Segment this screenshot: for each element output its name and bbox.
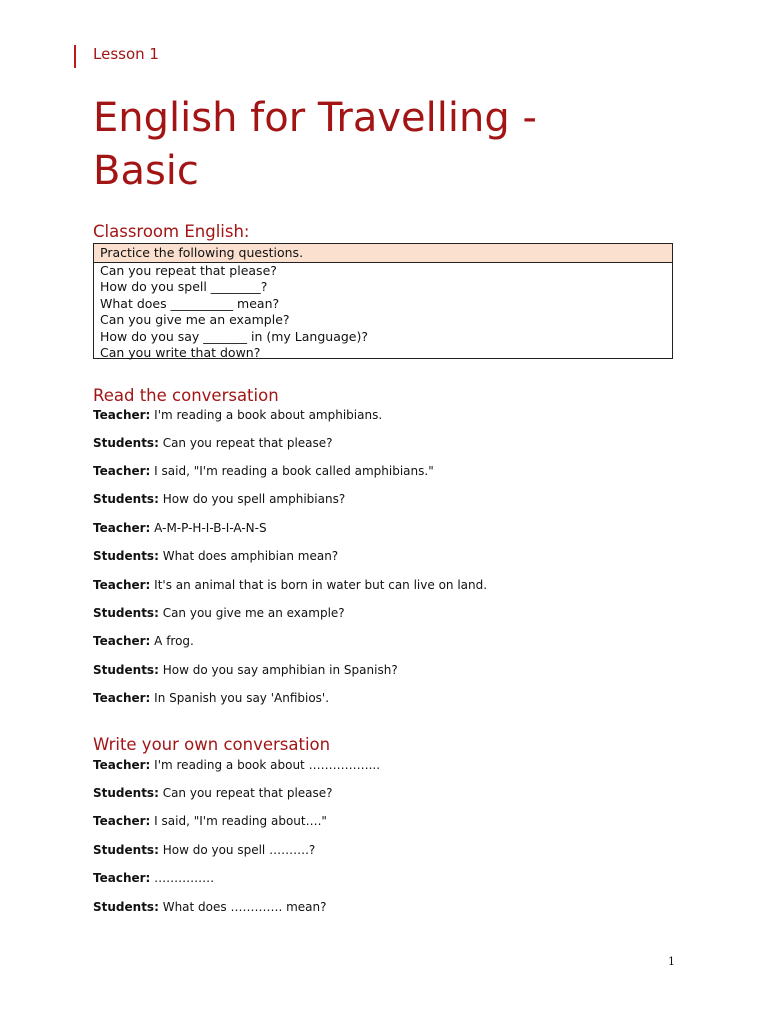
speaker-label: Teacher: bbox=[93, 578, 151, 592]
conversation-line bbox=[93, 408, 382, 422]
questions-box bbox=[93, 243, 673, 359]
line-text: A frog. bbox=[154, 634, 194, 648]
speaker-label: Teacher: bbox=[93, 691, 151, 705]
page-title: English for Travelling - Basic bbox=[93, 95, 537, 194]
conversation-line bbox=[93, 758, 380, 772]
question-item: How do you say _______ in (my Language)? bbox=[100, 328, 368, 344]
speaker-label: Students: bbox=[93, 900, 159, 914]
speaker-label: Teacher: bbox=[93, 521, 151, 535]
speaker-label: Teacher: bbox=[93, 871, 151, 885]
conversation-line bbox=[93, 786, 333, 800]
conversation-line bbox=[93, 492, 345, 506]
conversation-line bbox=[93, 606, 345, 620]
speaker-label: Students: bbox=[93, 786, 159, 800]
line-text: In Spanish you say 'Anfibios'. bbox=[154, 691, 330, 705]
conversation-line bbox=[93, 464, 434, 478]
line-text: It's an animal that is born in water but can live on land. bbox=[154, 578, 488, 592]
line-text: How do you spell amphibians? bbox=[162, 492, 346, 506]
conversation-line bbox=[93, 578, 487, 592]
conversation-line bbox=[93, 691, 329, 705]
questions-box-header: Practice the following questions. bbox=[94, 244, 672, 263]
conversation-line bbox=[93, 634, 194, 648]
lesson-marker-bar bbox=[74, 45, 76, 68]
speaker-label: Teacher: bbox=[93, 814, 151, 828]
line-text: I said, "I'm reading about…." bbox=[154, 814, 327, 828]
conversation-line bbox=[93, 843, 315, 857]
conversation-line bbox=[93, 436, 333, 450]
speaker-label: Students: bbox=[93, 492, 159, 506]
classroom-heading: Classroom English: bbox=[93, 222, 250, 241]
read-heading: Read the conversation bbox=[93, 386, 279, 405]
page-number: 1 bbox=[668, 955, 675, 968]
line-text: Can you give me an example? bbox=[162, 606, 345, 620]
speaker-label: Students: bbox=[93, 606, 159, 620]
speaker-label: Teacher: bbox=[93, 408, 151, 422]
lesson-label: Lesson 1 bbox=[93, 45, 159, 63]
speaker-label: Students: bbox=[93, 843, 159, 857]
speaker-label: Students: bbox=[93, 549, 159, 563]
speaker-label: Teacher: bbox=[93, 464, 151, 478]
line-text: What does …………. mean? bbox=[162, 900, 327, 914]
question-item: Can you write that down? bbox=[100, 344, 261, 360]
question-item: Can you give me an example? bbox=[100, 312, 290, 328]
line-text: …………… bbox=[154, 871, 215, 885]
question-item: What does __________ mean? bbox=[100, 295, 280, 311]
write-heading: Write your own conversation bbox=[93, 735, 331, 754]
speaker-label: Teacher: bbox=[93, 634, 151, 648]
conversation-line bbox=[93, 521, 267, 535]
speaker-label: Students: bbox=[93, 436, 159, 450]
conversation-line bbox=[93, 814, 327, 828]
question-item: How do you spell ________? bbox=[100, 279, 268, 295]
line-text: I said, "I'm reading a book called amphibians." bbox=[154, 464, 434, 478]
conversation-line bbox=[93, 900, 326, 914]
line-text: I'm reading a book about amphibians. bbox=[154, 408, 383, 422]
question-item: Can you repeat that please? bbox=[100, 263, 277, 278]
line-text: I'm reading a book about ……………... bbox=[154, 758, 381, 772]
line-text: Can you repeat that please? bbox=[162, 786, 333, 800]
line-text: A-M-P-H-I-B-I-A-N-S bbox=[154, 521, 267, 535]
line-text: What does amphibian mean? bbox=[162, 549, 339, 563]
speaker-label: Students: bbox=[93, 663, 159, 677]
conversation-line bbox=[93, 871, 214, 885]
conversation-line bbox=[93, 663, 398, 677]
conversation-line bbox=[93, 549, 338, 563]
line-text: How do you spell ……….? bbox=[162, 843, 316, 857]
speaker-label: Teacher: bbox=[93, 758, 151, 772]
line-text: Can you repeat that please? bbox=[162, 436, 333, 450]
line-text: How do you say amphibian in Spanish? bbox=[162, 663, 398, 677]
